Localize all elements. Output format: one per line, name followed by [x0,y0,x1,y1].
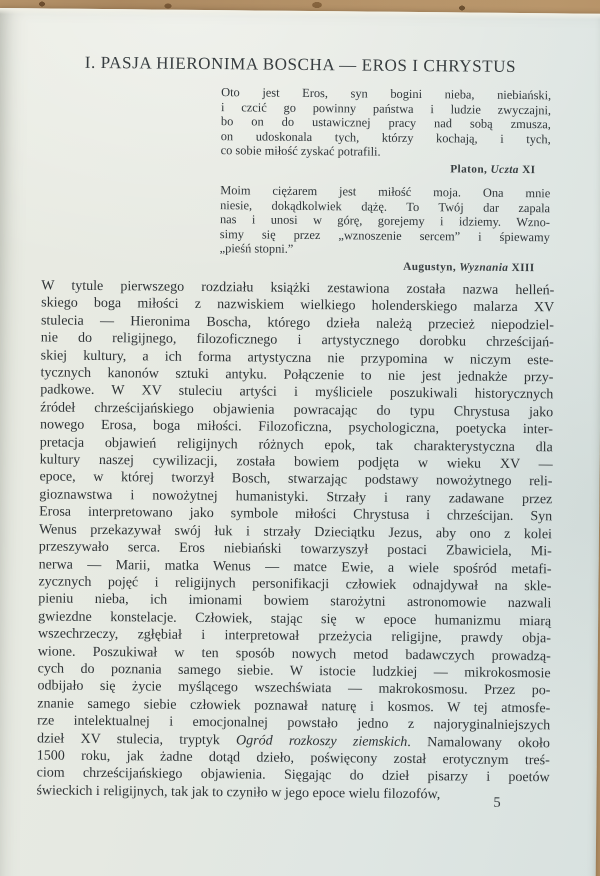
text-line: przeszywało serca. Eros niebiański towarzyszył postaci Zbawiciela, Mi- [38,539,552,560]
page-number: 5 [493,794,501,811]
text-segment: Platon, [450,162,491,176]
text-line: niesie, dokądkolwiek dążę. To Twój dar zapala [220,197,551,215]
text-line: nowego Erosa, boga miłości. Filozoficzna, psychologiczna, poetycka inter- [39,417,554,438]
text-line: nie do religijnego, filozoficznego i artystycznego dorobku chrześcijań- [40,330,554,351]
text-line: znanie samego siebie człowiek poznawał naturę i kosmos. W tej atmosfe- [37,696,551,717]
text-line: ciom chrześcijańskiego objawienia. Sięgając do dzieł pisarzy i poetów [36,765,550,786]
text-line: „pieśń stopni.” [219,241,294,256]
text-line: rze intelektualnej i emocjonalnej powstało jedno z najoryginalniejszych [37,713,551,734]
text-segment: Uczta [490,163,519,176]
text-line: skiego boga miłości z nazwiskiem wielkiego holenderskiego malarza XV [41,295,555,316]
text-line: on udoskonala tych, którzy kochają, i tych, [220,128,551,146]
text-line: pieniu nieba, ich imionami bowiem starożytni astronomowie nazwali [38,591,552,612]
text-line: padkowe. W XV stuleciu artyści i myśliciele poszukiwali historycznych [40,382,554,403]
text-line: gioznawstwa i nowożytnej humanistyki. Strzały i rany zadawane przez [39,487,553,508]
epigraph-plato-lines [221,85,552,161]
text-line: zycznych pojęć i religijnych personifikacji człowiek odnajdywał na skle- [38,574,552,595]
book-page [0,8,600,876]
text-line: tycznych kanonów sztuki antyku. Połączenie to nie jest jednakże przy- [40,365,554,386]
text-line: kultury naszej cywilizacji, została bowiem podjęta w wieku XV — [39,452,553,473]
text-line: Moim ciężarem jest miłość moja. Ona mnie [220,183,551,201]
text-line: bo on do ustawicznej pracy nad sobą zmusza, [220,114,551,132]
text-segment: Augustyn, [403,260,460,273]
text-line: Wenus przekazywał swój łuk i strzały Dzieciątku Jezus, aby ono z kolei [38,522,553,543]
text-line: świeckich i religijnych, tak jak to czyniło w jego epoce wielu filozofów, [36,783,441,803]
epigraph-augustine-attribution [219,258,549,276]
epigraph-plato [220,85,551,177]
text-line: nas i unosi w górę, gorejemy i idziemy. Wzno- [219,212,551,230]
text-line: epoce, w której tworzył Bosch, stwarzając podstawy nowożytnego reli- [39,469,553,490]
text-line: odbijało się życie myślącego wszechświata — makrokosmosu. Przez po- [37,678,551,699]
text-segment: Ogród rozkoszy ziemskich [235,732,408,750]
epigraph-augustine-lines [220,183,551,259]
text-segment: dzieł XV stulecia, tryptyk [36,730,237,748]
text-segment: . Namalowany około [407,734,551,751]
text-segment: Wyznania [459,260,509,274]
text-line: W tytule pierwszego rozdziału książki zestawiona została nazwa helleń- [41,278,555,299]
text-line: skiej kultury, a ich forma artystyczna nie przypomina w niczym este- [40,348,554,368]
text-line: 1500 roku, jak żadne dotąd dzieło, poświęcony został erotycznym treś- [36,748,550,769]
text-line: nerwa — Marii, matka Wenus — matce Ewie, a wiele spośród metafi- [38,556,552,577]
text-line: wszechrzeczy, zgłębiał i interpretował przeżycia religijne, prawdy obja- [37,626,552,647]
text-segment: XIII [508,261,535,274]
text-line: wione. Poszukiwał w ten sposób nowych metod badawczych prowadzą- [37,643,551,664]
text-line: stulecia — Hieronima Boscha, którego dzieła należą przecież niepodziel- [40,313,555,334]
text-line: simy się przez „wznoszenie sercem” i śpiewamy [219,226,550,244]
text-segment: XI [518,163,536,176]
text-line: i czcić go powinny państwa i ludzie zwyczajni, [220,99,552,117]
text-line: cych do poznania samego siebie. W istocie ludzkiej — mikrokosmosie [37,661,551,682]
text-line: co sobie miłość zyskać potrafili. [220,143,381,159]
chapter-title: I. PASJA HIERONIMA BOSCHA — EROS I CHRYSTUS [84,52,517,76]
epigraph-plato-attribution [220,160,550,178]
body-paragraph [36,277,554,804]
text-line: pretacja objawień religijnych różnych epok, tak charakterystyczna dla [39,435,553,456]
text-line: Oto jest Eros, syn bogini nieba, niebiański, [221,85,552,103]
text-line: źródeł chrześcijańskiego objawienia powracając do typu Chrystusa jako [40,400,554,421]
epigraph-augustine [219,183,550,275]
text-line: gwiezdne konstelacje. Człowiek, stając się w epoce humanizmu miarą [38,609,552,630]
text-line: Erosa interpretowano jako symbole miłości Chrystusa i chrześcijan. Syn [39,504,553,525]
